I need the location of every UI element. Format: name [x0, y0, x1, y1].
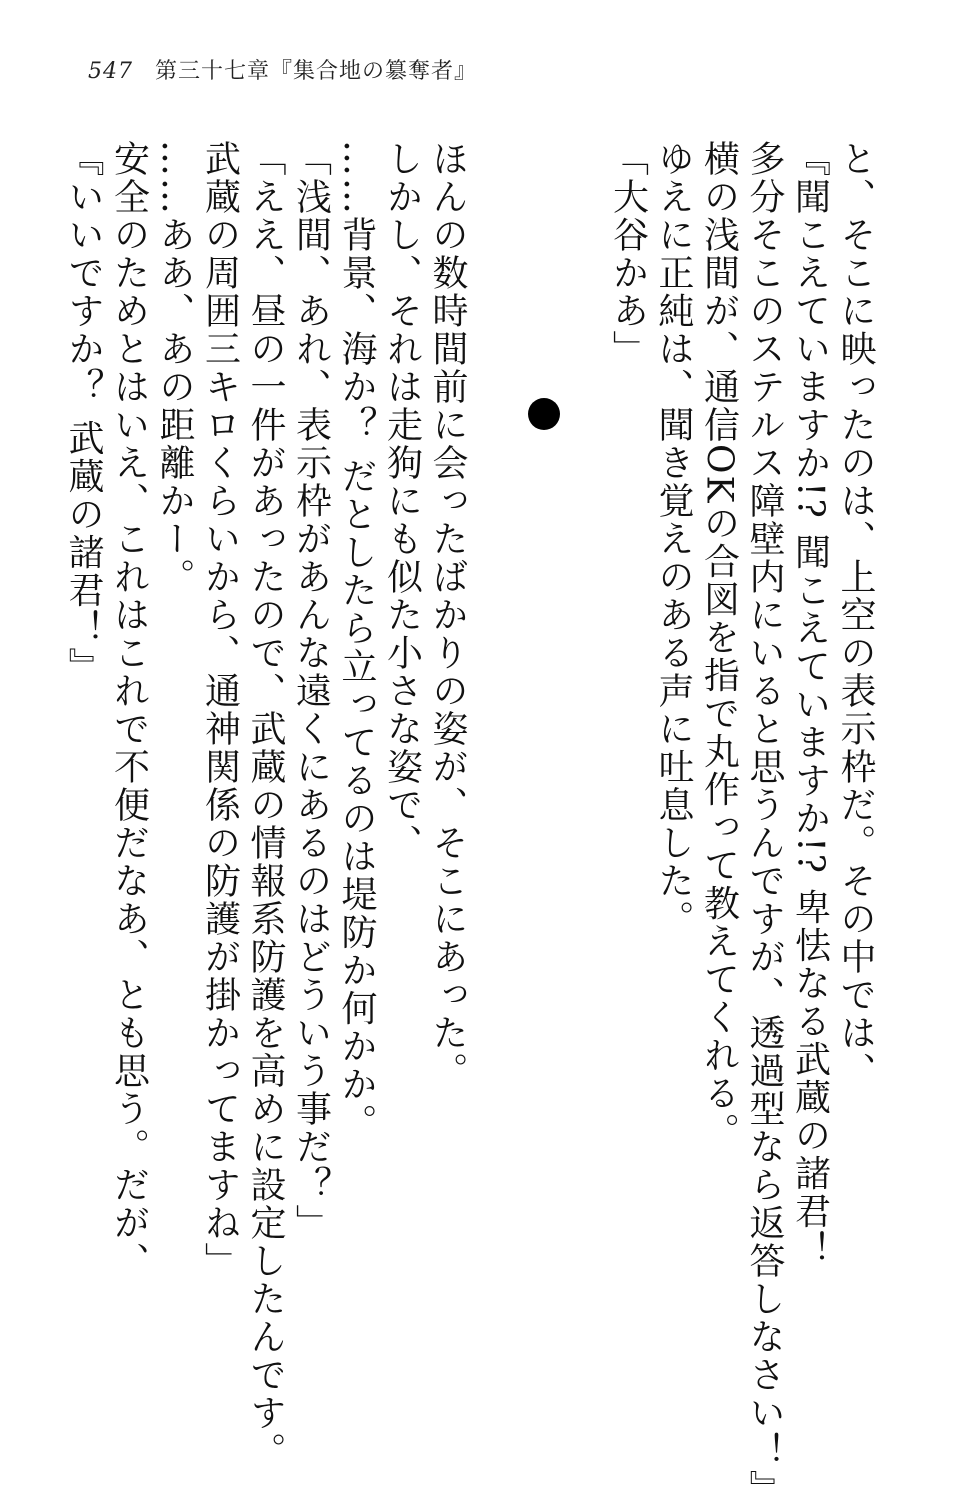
- page-number: 547: [88, 59, 133, 84]
- text-line: ゆえに正純は、聞き覚えのある声に吐息した。: [653, 140, 694, 938]
- text-line: 「ええ、昼の一件があったので、武蔵の情報系防護を高めに設定したんです。: [245, 140, 286, 1470]
- text-line: 「大谷かあ」: [607, 140, 649, 368]
- text-line: しかし、それは走狗にも似た小さな姿で、: [381, 140, 423, 862]
- running-header: [88, 54, 477, 85]
- vertical-body-text: [63, 140, 878, 1508]
- section-gap: [515, 140, 560, 1270]
- text-line: 『聞こえていますか!? 聞こえていますか!? 卑怯なる武蔵の諸君！: [789, 140, 831, 1269]
- text-line: 『いいですか？ 武蔵の諸君！』: [63, 140, 104, 686]
- chapter-title: 第三十七章『集合地の簒奪者』: [155, 59, 478, 84]
- text-line: 横の浅間が、通信OKの合図を指で丸作って教えてくれる。: [698, 140, 740, 1151]
- text-line: 「浅間、あれ、表示枠があんな遠くにあるのはどういう事だ？」: [290, 140, 332, 1242]
- text-line: ……背景、海か？ だとしたら立ってるのは堤防か何かか。: [336, 140, 377, 1142]
- text-line: 多分そこのステルス障壁内にいると思うんですが、透過型なら返答しなさい！』: [744, 140, 785, 1508]
- text-line: と、そこに映ったのは、上空の表示枠だ。その中では、: [835, 140, 876, 1090]
- section-gap: [560, 140, 605, 1270]
- text-line: 安全のためとはいえ、これはこれで不便だなあ、とも思う。だが、: [108, 140, 150, 1280]
- section-gap: [470, 140, 515, 1270]
- text-line: ほんの数時間前に会ったばかりの姿が、そこにあった。: [427, 140, 468, 1090]
- text-line: 武蔵の周囲三キロくらいから、通神関係の防護が掛かってますね」: [199, 140, 241, 1280]
- text-line: ……ああ、あの距離かー。: [154, 140, 195, 596]
